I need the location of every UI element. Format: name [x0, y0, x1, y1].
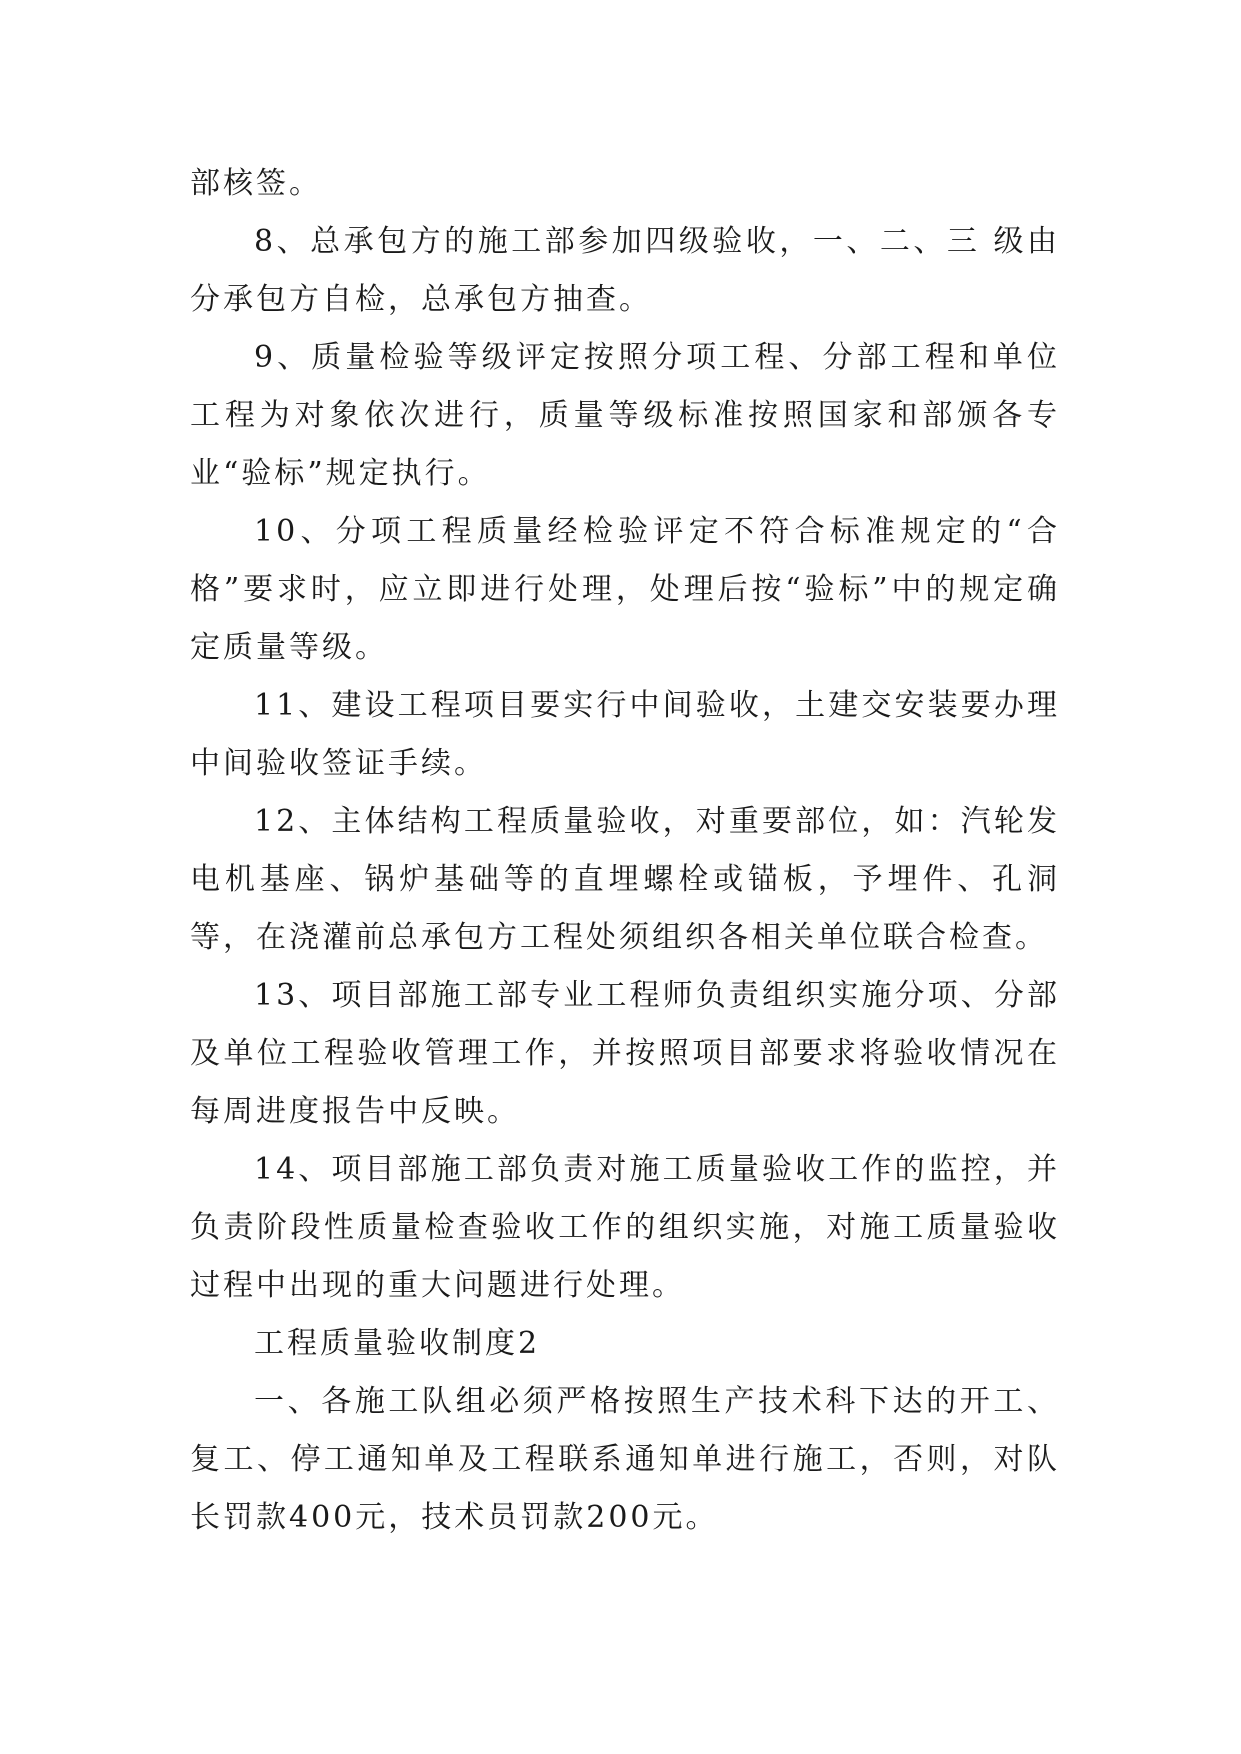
paragraph-item-11: 11、建设工程项目要实行中间验收，土建交安装要办理中间验收签证手续。 — [190, 688, 1060, 781]
paragraph-item-10: 10、分项工程质量经检验评定不符合标准规定的“合格”要求时，应立即进行处理，处理后按“验标”中的规定确定质量等级。 — [190, 514, 1060, 665]
paragraph-item-13: 13、项目部施工部专业工程师负责组织实施分项、分部及单位工程验收管理工作，并按照项目部要求将验收情况在每周进度报告中反映。 — [190, 978, 1060, 1129]
paragraph-1: 部核签。 — [190, 166, 322, 201]
paragraph-item-8: 8、总承包方的施工部参加四级验收，一、二、三 级由分承包方自检，总承包方抽查。 — [190, 224, 1060, 317]
document-body — [190, 155, 1060, 1547]
section-heading: 工程质量验收制度2 — [254, 1326, 541, 1361]
paragraph-section-2-item-1: 一、各施工队组必须严格按照生产技术科下达的开工、复工、停工通知单及工程联系通知单进行施工，否则，对队长罚款400元，技术员罚款200元。 — [190, 1384, 1060, 1535]
paragraph-item-9: 9、质量检验等级评定按照分项工程、分部工程和单位工程为对象依次进行，质量等级标准按照国家和部颁各专业“验标”规定执行。 — [190, 340, 1060, 491]
paragraph-item-14: 14、项目部施工部负责对施工质量验收工作的监控，并负责阶段性质量检查验收工作的组织实施，对施工质量验收过程中出现的重大问题进行处理。 — [190, 1152, 1060, 1303]
paragraph-item-12: 12、主体结构工程质量验收，对重要部位，如：汽轮发电机基座、锅炉基础等的直埋螺栓或锚板，予埋件、孔洞等，在浇灌前总承包方工程处须组织各相关单位联合检查。 — [190, 804, 1060, 955]
